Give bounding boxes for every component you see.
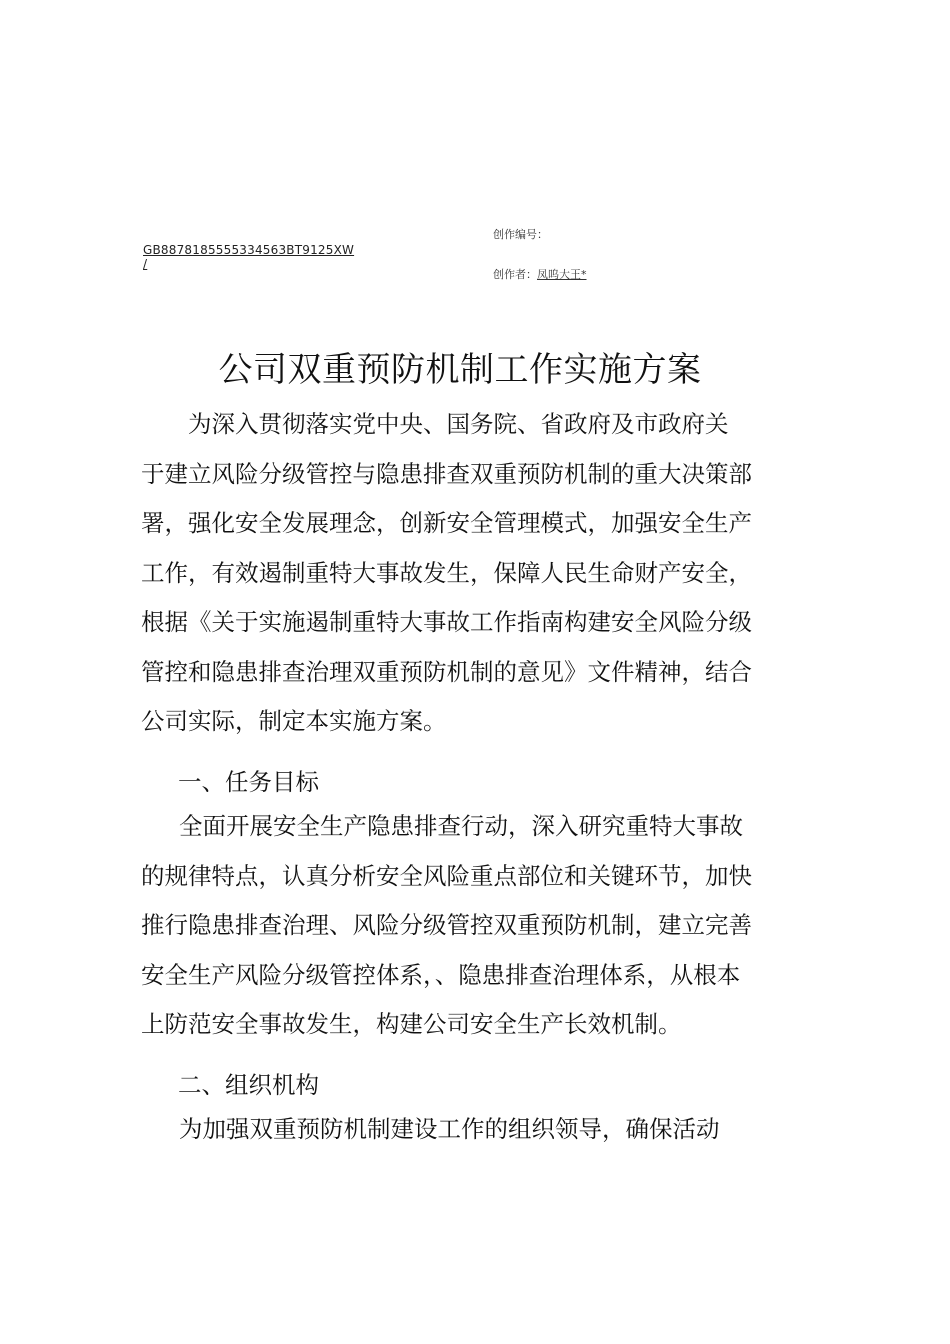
document-code-line: / [143, 257, 148, 271]
paragraph-line: 为加强双重预防机制建设工作的组织领导，确保活动 [179, 1115, 720, 1143]
task-goals-paragraph [141, 802, 781, 1050]
paragraph-line: 全面开展安全生产隐患排查行动，深入研究重特大事故 [179, 812, 743, 840]
author-line [493, 266, 587, 282]
paragraph-line: 署，强化安全发展理念，创新安全管理模式，加强安全生产 [141, 509, 752, 537]
paragraph-line: 为深入贯彻落实党中央、国务院、省政府及市政府关 [188, 410, 729, 438]
document-code [143, 243, 354, 271]
section-heading-task-goals: 一、任务目标 [178, 768, 319, 796]
paragraph-line: 管控和隐患排查治理双重预防机制的意见》文件精神，结合 [141, 657, 752, 686]
author-value: 凤呜大王* [537, 268, 587, 281]
document-code-line: GB8878185555334563BT9125XW [143, 243, 355, 257]
creation-number-label: 创作编号： [493, 228, 548, 241]
paragraph-line: 于建立风险分级管控与隐患排查双重预防机制的重大决策部 [141, 459, 752, 488]
paragraph-line: 的规律特点，认真分析安全风险重点部位和关键环节，加快 [141, 861, 752, 890]
paragraph-line: 根据《关于实施遏制重特大事故工作指南构建安全风险分级 [141, 608, 752, 636]
author-label: 创作者： [493, 268, 537, 281]
paragraph-line: 推行隐患排查治理、风险分级管控双重预防机制，建立完善 [141, 911, 752, 939]
organization-paragraph [141, 1105, 781, 1155]
paragraph-line: 公司实际，制定本实施方案。 [141, 707, 447, 735]
paragraph-line: 工作，有效遏制重特大事故发生，保障人民生命财产安全， [141, 558, 752, 587]
intro-paragraph [141, 400, 781, 747]
document-title: 公司双重预防机制工作实施方案 [218, 350, 702, 390]
section-heading-organization: 二、组织机构 [178, 1071, 319, 1099]
paragraph-line: 安全生产风险分级管控体系，、隐患排查治理体系，从根本 [141, 960, 741, 989]
paragraph-line: 上防范安全事故发生，构建公司安全生产长效机制。 [141, 1010, 682, 1038]
